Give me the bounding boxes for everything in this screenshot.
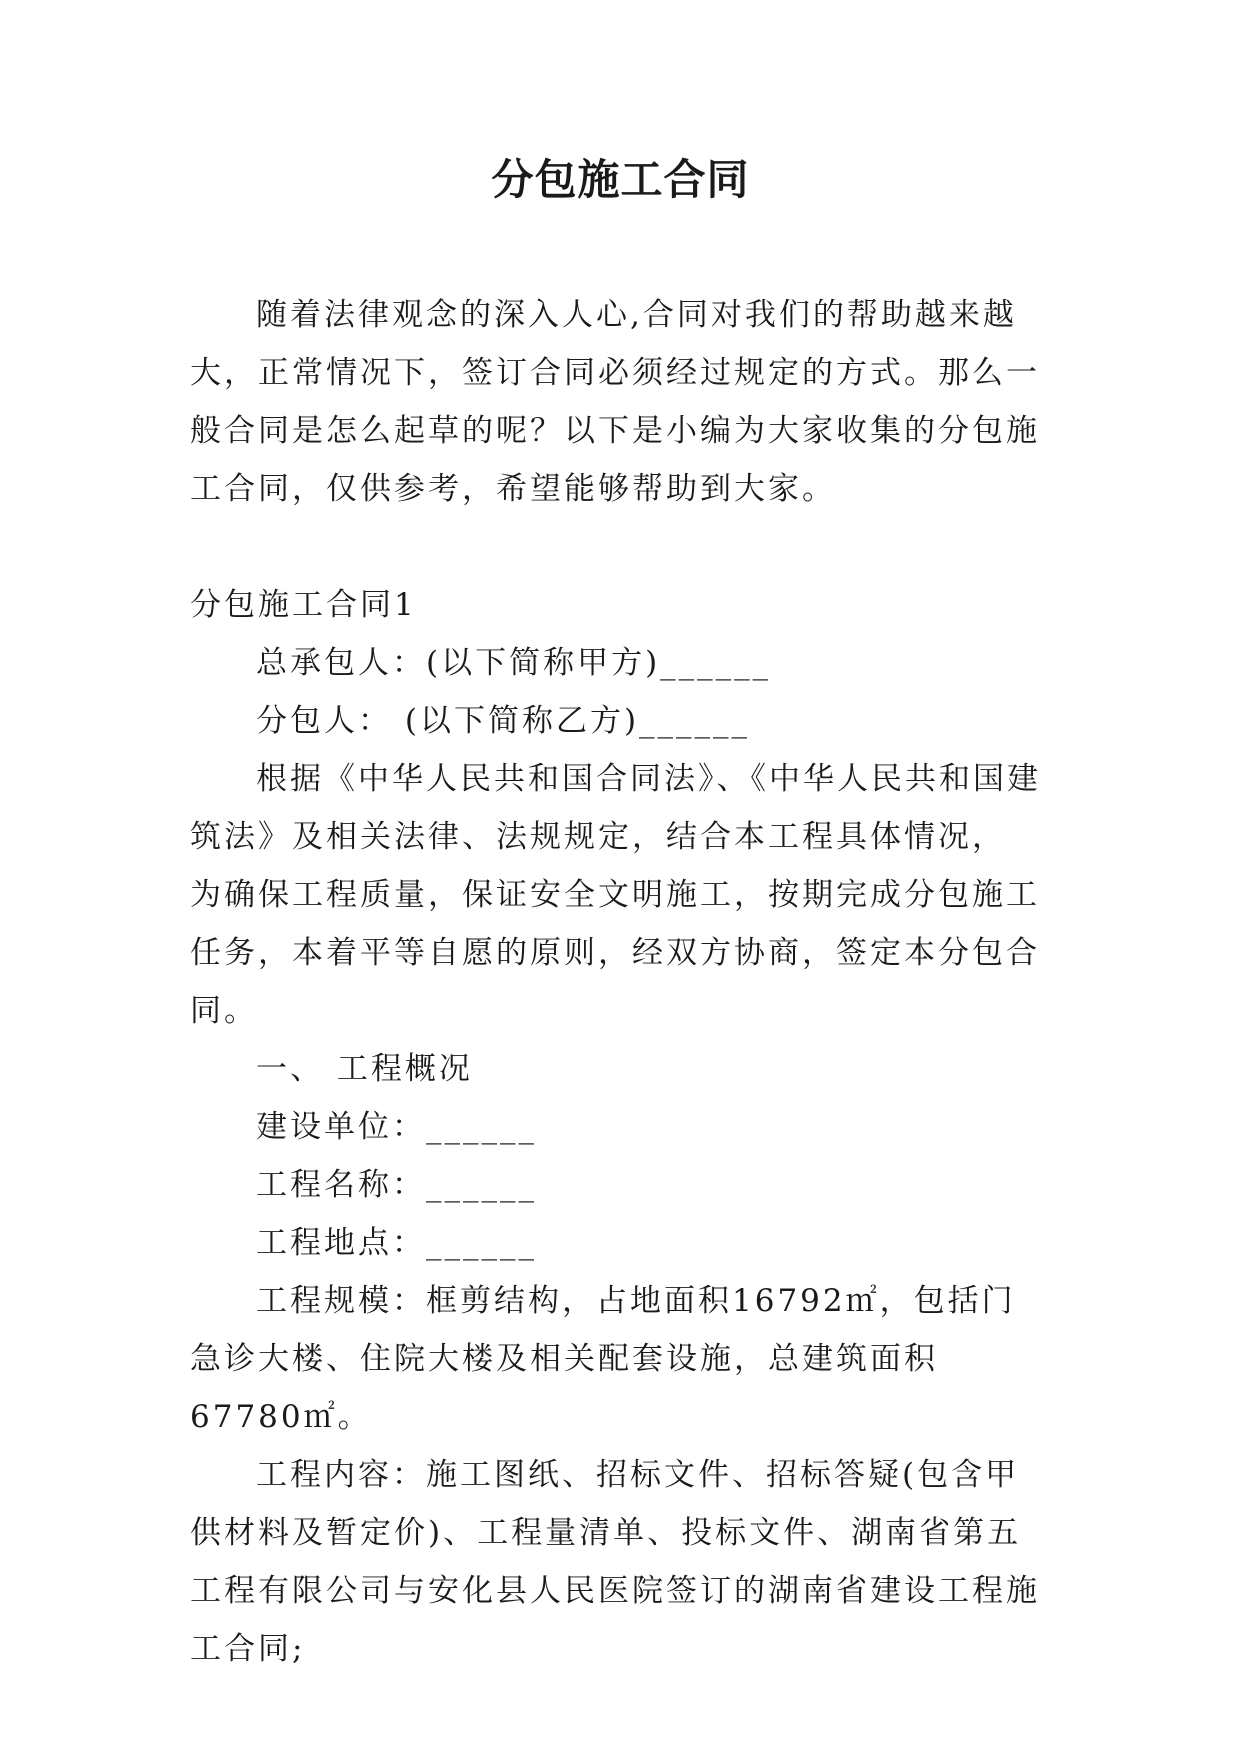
legal-basis-paragraph: 根据《中华人民共和国合同法》、《中华人民共和国建筑法》及相关法律、法规规定，结合本工程具体情况， 为确保工程质量，保证安全文明施工，按期完成分包施工任务，本着平等自愿的原则，经双方协商，签定本分包合同。 (190, 761, 1041, 1029)
project-content-paragraph: 工程内容：施工图纸、招标文件、招标答疑(包含甲供材料及暂定价)、工程量清单、投标文件、湖南省第五工程有限公司与安化县人民医院签订的湖南省建设工程施工合同; (190, 1457, 1040, 1667)
intro-paragraph: 随着法律观念的深入人心,合同对我们的帮助越来越大，正常情况下，签订合同必须经过规定的方式。那么一般合同是怎么起草的呢？以下是小编为大家收集的分包施工合同，仅供参考，希望能够帮助到大家。 (190, 297, 1040, 507)
section-heading: 分包施工合同1 (190, 587, 417, 623)
project-scale-paragraph: 工程规模：框剪结构，占地面积16792㎡，包括门急诊大楼、住院大楼及相关配套设施，总建筑面积67780㎡。 (190, 1283, 1016, 1435)
contract-section (190, 576, 1048, 1678)
project-name-line: 工程名称：______ (256, 1167, 537, 1203)
project-location-line: 工程地点：______ (256, 1225, 537, 1261)
project-overview-heading: 一、 工程概况 (256, 1051, 473, 1087)
document-title: 分包施工合同 (491, 155, 750, 204)
subcontractor-line: 分包人： (以下简称乙方)______ (256, 703, 751, 739)
construction-unit-line: 建设单位：______ (256, 1109, 537, 1145)
general-contractor-line: 总承包人：(以下简称甲方)______ (256, 645, 772, 681)
intro-block (190, 286, 1048, 518)
